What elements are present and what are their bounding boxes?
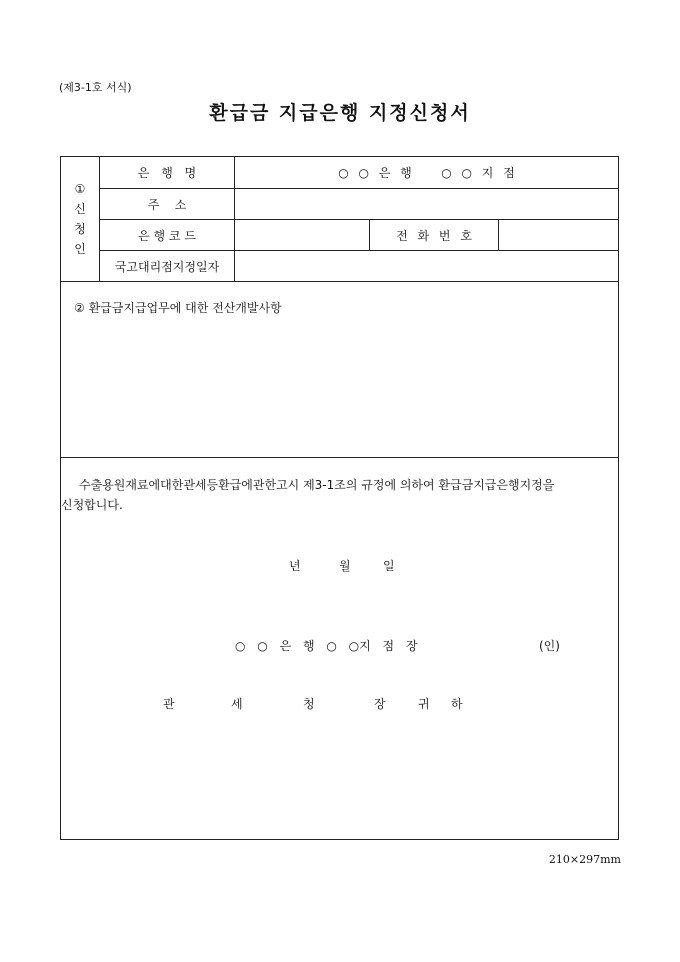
applicant-section-label — [61, 157, 99, 281]
bank-code-label: 은 행 코 드 — [138, 228, 196, 243]
form-number: (제3-1호 서식) — [59, 81, 132, 94]
signer-name: ○ ○ 은 행 ○ ○지 점 장 — [235, 639, 418, 653]
date-day: 일 — [383, 559, 395, 573]
statement-line: 신청합니다. — [61, 498, 123, 512]
section-char: 인 — [74, 242, 86, 256]
seal-mark: (인) — [539, 639, 560, 653]
recipient-char: 청 — [303, 697, 315, 711]
section-char: 신 — [74, 202, 86, 216]
section-marker: ① — [74, 182, 86, 196]
divider — [61, 457, 618, 458]
address-field[interactable] — [235, 189, 618, 219]
bank-code-field[interactable] — [235, 220, 369, 250]
bank-name-field[interactable]: ○ ○ 은 행 ○ ○ 지 점 — [338, 166, 515, 180]
designation-date-field[interactable] — [235, 251, 618, 281]
recipient-char: 하 — [451, 697, 463, 711]
page-title: 환급금 지급은행 지정신청서 — [209, 102, 471, 124]
application-statement — [61, 475, 618, 515]
address-label: 주 소 — [147, 197, 187, 212]
divider — [61, 281, 618, 282]
application-form — [60, 156, 619, 840]
statement-line: 수출용원재료에대한관세등환급에관한고시 제3-1조의 규정에 의하여 환급금지급은행지정을 — [79, 478, 555, 492]
development-section-title: ② 환급금지급업무에 대한 전산개발사항 — [74, 301, 282, 315]
date-year: 년 — [289, 559, 301, 573]
bank-name-label: 은 행 명 — [137, 166, 197, 180]
recipient-char: 장 — [374, 697, 386, 711]
phone-field[interactable] — [499, 220, 618, 250]
date-month: 월 — [339, 559, 351, 573]
designation-date-label: 국고대리점지정일자 — [114, 259, 220, 274]
paper-size: 210×297mm — [548, 853, 621, 866]
section-char: 청 — [74, 222, 86, 236]
phone-label: 전 화 번 호 — [396, 228, 472, 243]
recipient-char: 관 — [163, 697, 175, 711]
recipient-char: 세 — [231, 697, 243, 711]
recipient-char: 귀 — [418, 697, 430, 711]
